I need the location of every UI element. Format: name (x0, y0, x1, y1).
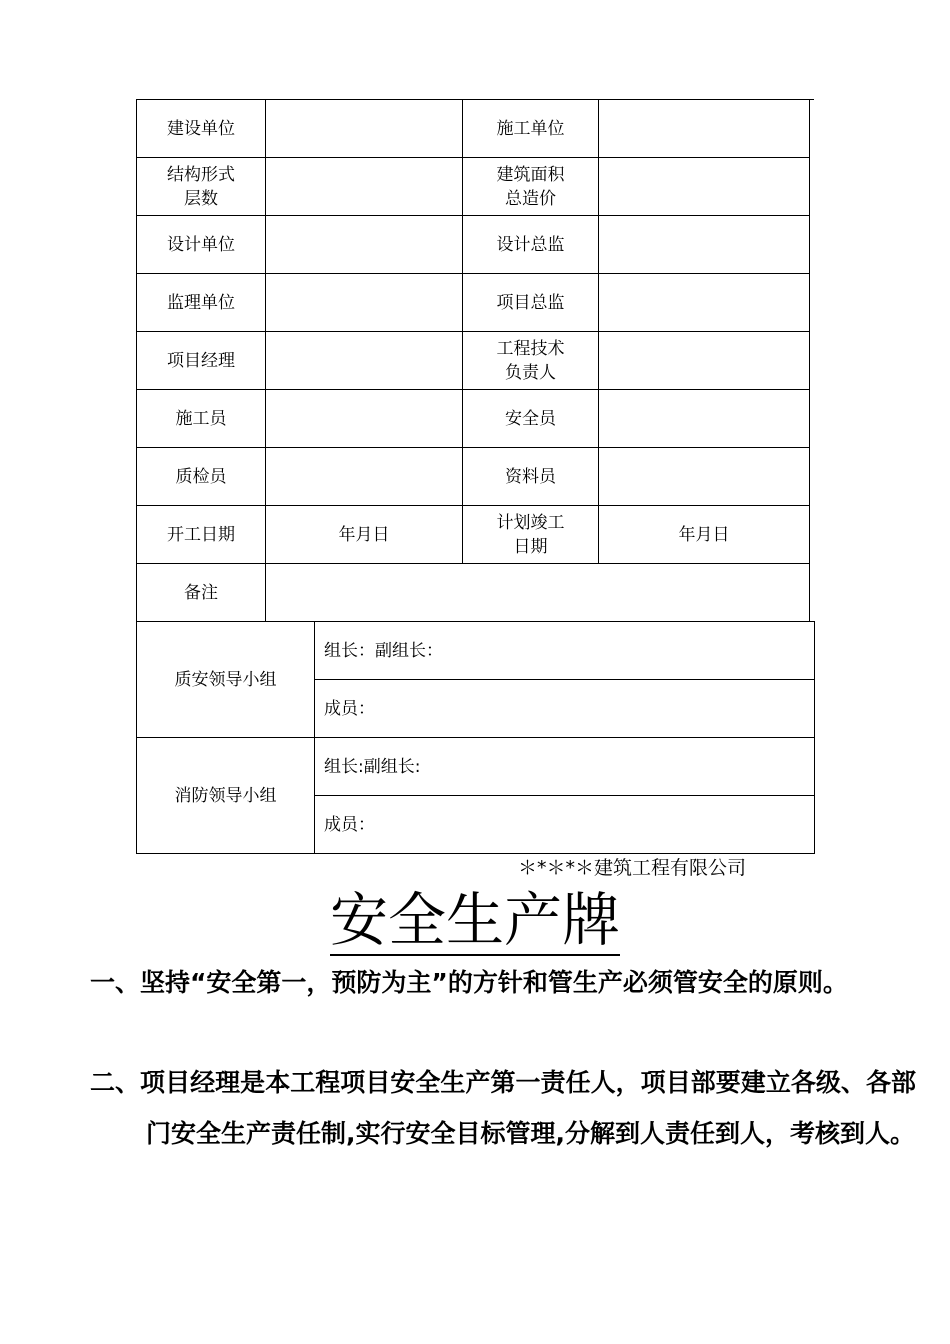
table-row (137, 390, 810, 448)
info-cell-value-b (599, 448, 810, 506)
info-cell-label-a: 设计单位 (137, 216, 266, 274)
rule-item-1: 一、坚持“安全第一，预防为主”的方针和管生产必须管安全的原则。 (90, 968, 848, 997)
info-cell-label-b: 资料员 (463, 448, 599, 506)
info-cell-label-a: 施工员 (137, 390, 266, 448)
group-name: 消防领导小组 (137, 738, 315, 854)
info-cell-label-a: 项目经理 (137, 332, 266, 390)
group-leader-line: 组长:副组长: (315, 738, 815, 796)
table-row (137, 448, 810, 506)
info-cell-value-b (599, 216, 810, 274)
table-row (137, 158, 810, 216)
page-title (0, 884, 950, 956)
info-cell-label-b: 项目总监 (463, 274, 599, 332)
info-cell-label-b: 计划竣工 日期 (463, 506, 599, 564)
info-cell-value-a (266, 216, 463, 274)
info-cell-label-a: 建设单位 (137, 100, 266, 158)
info-cell-value-b (599, 390, 810, 448)
info-cell-label-a: 质检员 (137, 448, 266, 506)
info-cell-value-b (599, 274, 810, 332)
group-members-line: 成员： (315, 796, 815, 854)
info-cell-value-a: 年月日 (266, 506, 463, 564)
info-cell-value-a (266, 158, 463, 216)
project-info-table (136, 99, 810, 622)
group-name: 质安领导小组 (137, 622, 315, 738)
remark-value (266, 564, 810, 622)
leadership-group-table (136, 621, 815, 854)
company-name: ＊*＊*＊建筑工程有限公司 (518, 857, 747, 879)
rule-item-2: 二、项目经理是本工程项目安全生产第一责任人，项目部要建立各级、各部门安全生产责任制,实行安全目标管理,分解到人责任到人，考核到人。 (90, 1068, 916, 1148)
info-cell-label-b: 工程技术 负责人 (463, 332, 599, 390)
info-cell-value-a (266, 332, 463, 390)
table-row (137, 216, 810, 274)
info-cell-label-b: 安全员 (463, 390, 599, 448)
info-cell-label-a: 监理单位 (137, 274, 266, 332)
info-cell-value-b (599, 158, 810, 216)
info-cell-value-a (266, 390, 463, 448)
info-cell-value-a (266, 448, 463, 506)
info-cell-value-a (266, 100, 463, 158)
info-cell-label-b: 建筑面积 总造价 (463, 158, 599, 216)
title-text: 安全生产牌 (329, 886, 620, 954)
info-cell-value-b (599, 100, 810, 158)
info-cell-label-a: 结构形式 层数 (137, 158, 266, 216)
info-cell-label-b: 设计总监 (463, 216, 599, 274)
table-row (137, 332, 810, 390)
table-row (137, 622, 815, 680)
table-row (137, 274, 810, 332)
info-cell-label-a: 开工日期 (137, 506, 266, 564)
remark-label: 备注 (137, 564, 266, 622)
table-row (137, 506, 810, 564)
table-row (137, 738, 815, 796)
table-row (137, 564, 810, 622)
group-leader-line: 组长：副组长： (315, 622, 815, 680)
info-cell-value-b: 年月日 (599, 506, 810, 564)
info-cell-label-b: 施工单位 (463, 100, 599, 158)
table-row (137, 100, 810, 158)
group-members-line: 成员： (315, 680, 815, 738)
info-cell-value-a (266, 274, 463, 332)
info-cell-value-b (599, 332, 810, 390)
